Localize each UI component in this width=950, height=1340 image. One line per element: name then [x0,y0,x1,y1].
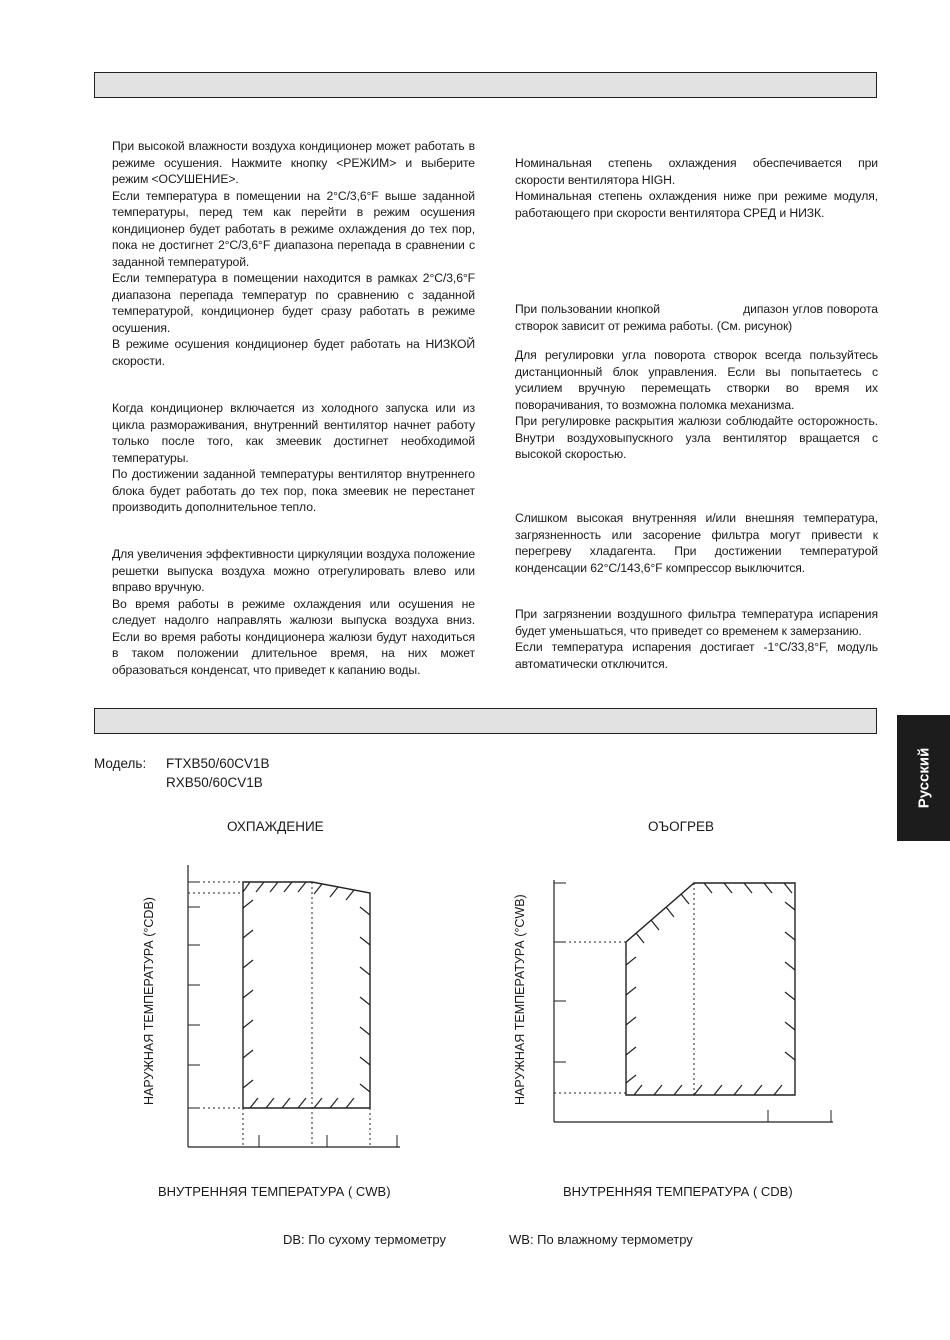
cooling-y-ticks [188,882,200,1108]
text-paragraph: В режиме осушения кондиционер будет работать на НИЗКОЙ скорости. [112,337,475,368]
heating-y-ticks [554,883,566,1062]
left-column-para-airflow [112,546,475,678]
text-paragraph: Когда кондиционер включается из холодного запуска или из цикла размораживания, внутренний вентилятор начнет работу только после того, как змеевик достигнет необходимой температуры. [112,401,475,465]
model-indoor: FTXB50/60CV1B [166,756,270,771]
heating-range-chart [548,875,838,1125]
text-paragraph: По достижении заданной температуры вентилятор внутреннего блока будет работать до тех пор, пока змеевик не перестанет производить дополнительное тепло. [112,467,475,514]
right-column-para-fan-speed [515,155,878,221]
text-paragraph: При высокой влажности воздуха кондиционер может работать в режиме осушения. Нажмите кнопку <РЕЖИМ> и выберите режим <ОСУШЕНИЕ>. [112,139,475,186]
right-column-para-flap-adjust [515,347,878,463]
text-paragraph: Номинальная степень охлаждения ниже при режиме модуля, работающего при скорости вентилятора СРЕД и НИЗК. [515,189,878,220]
heating-operating-region [626,883,795,1095]
legend-dry-bulb: DB: По сухому термометру [283,1232,446,1247]
cooling-x-axis-label: ВНУТРЕННЯЯ ТЕМПЕРАТУРА ( CWB) [158,1184,391,1199]
heating-hatching [626,883,795,1095]
language-tab-label: Русский [915,747,932,809]
section-header-bar-top [94,72,877,98]
text-paragraph: При пользовании кнопкой дипазон углов поворота створок зависит от режима работы. (См. рисунок) [515,302,882,333]
heating-chart-title: ОЪОГРЕВ [648,819,715,834]
cooling-y-axis-label: НАРУЖНАЯ ТЕМПЕРАТУРА (°CDB) [142,897,156,1105]
text-paragraph: Номинальная степень охлаждения обеспечивается при скорости вентилятора HIGH. [515,156,878,187]
text-paragraph: Если температура в помещении на 2°C/3,6°F выше заданной температуры, перед тем как перейти в режим осушения кондиционер будет работать в режиме охлаждения до тех пор, пока не достигнет 2°C/3,6°F диапазона перепада в сравнении с заданной температурой. [112,188,475,269]
text-paragraph: Слишком высокая внутренняя и/или внешняя температура, загрязненность или засорение фильтра могут привести к перегреву хладагента. При достижении температурой конденсации 62°C/143,6°F компрессор выключится. [515,511,878,575]
legend-wet-bulb: WB: По влажному термометру [509,1232,693,1247]
text-paragraph: Если температура испарения достигает -1°C/33,8°F, модуль автоматически отключится. [515,640,878,671]
left-column-para-heating-start [112,400,475,516]
cooling-operating-region [243,882,370,1108]
heating-x-ticks [768,1110,831,1122]
cooling-guide-lines [188,882,370,1147]
text-paragraph: Если температура в помещении находится в рамках 2°C/3,6°F диапазона перепада температур по сравнению с заданной температурой, кондиционер будет сразу работать в режиме осушения. [112,271,475,335]
text-paragraph: Для регулировки угла поворота створок всегда пользуйтесь дистанционный блок управления. Если вы попытаетесь с усилием вручную перемещать створки во время их поворачивания, то возможна поломка механизма. [515,348,878,412]
language-tab [897,715,950,841]
heating-y-axis-label: НАРУЖНАЯ ТЕМПЕРАТУРА (°CWB) [513,894,527,1105]
cooling-x-ticks [259,1135,397,1147]
right-column-para-freeze [515,606,878,672]
text-paragraph: Для увеличения эффективности циркуляции воздуха положение решетки выпуска воздуха можно отрегулировать влево или вправо вручную. [112,547,475,594]
text-paragraph: При загрязнении воздушного фильтра температура испарения будет уменьшаться, что приведет со временем к замерзанию. [515,607,878,638]
heating-x-axis-label: ВНУТРЕННЯЯ ТЕМПЕРАТУРА ( CDB) [563,1184,793,1199]
cooling-hatching [243,882,370,1108]
model-label: Модель: [94,756,147,771]
model-outdoor: RXB50/60CV1B [166,775,263,790]
right-column-para-overheat [515,510,878,576]
cooling-range-chart [180,860,400,1150]
left-column-para-dry-mode [112,138,475,369]
section-header-bar-middle [94,708,877,734]
right-column-para-swing-range [515,268,882,351]
text-paragraph: При регулировке раскрытия жалюзи соблюдайте осторожность. Внутри воздуховыпускного узла вентилятор вращается с высокой скоростью. [515,414,878,461]
cooling-chart-title: ОХПАЖДЕНИЕ [227,819,324,834]
text-paragraph: Во время работы в режиме охлаждения или осушения не следует надолго направлять жалюзи выпуска воздуха вниз. Если во время работы кондиционера жалюзи будут находиться в таком положении длительное время, на них может образоваться конденсат, что приведет к капанию воды. [112,596,475,677]
